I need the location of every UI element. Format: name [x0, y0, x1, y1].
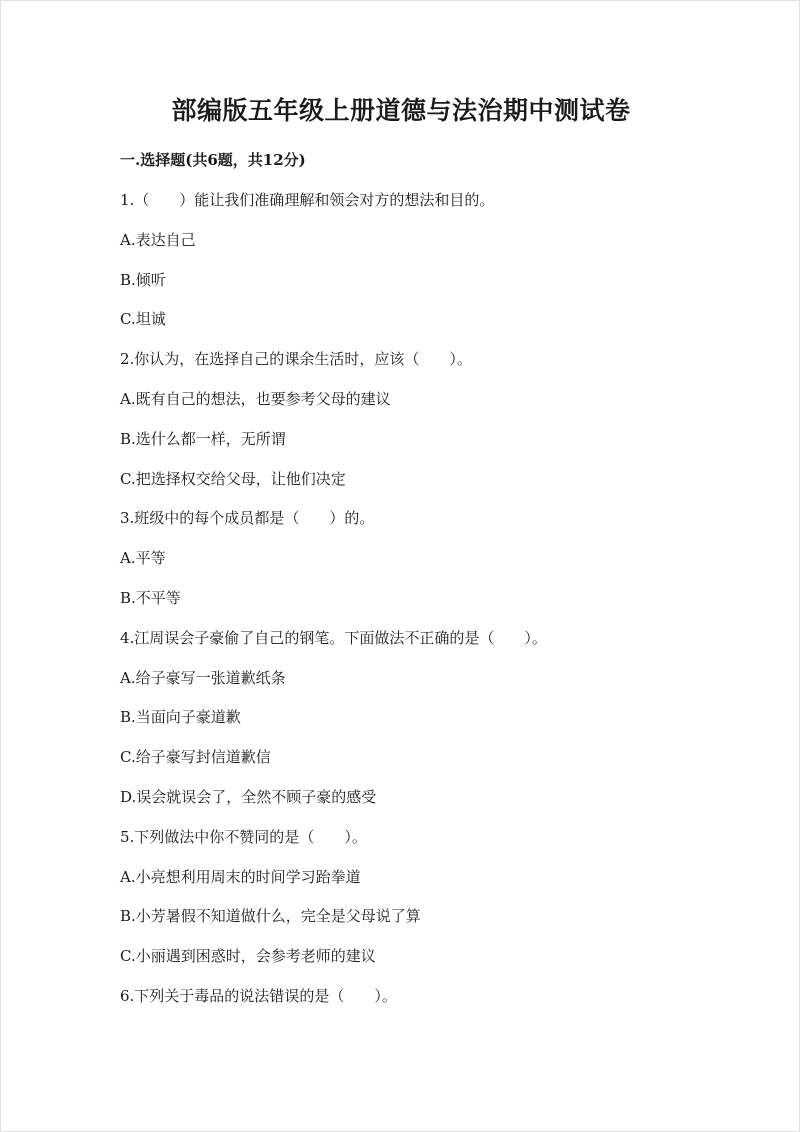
- question-3-option-a: A.平等: [120, 549, 166, 568]
- question-3-option-b: B.不平等: [120, 588, 181, 607]
- question-5: 5.下列做法中你不赞同的是（ ）。: [120, 827, 367, 846]
- page-title: 部编版五年级上册道德与法治期中测试卷: [171, 96, 631, 125]
- question-4-option-b: B.当面向子豪道歉: [120, 708, 241, 727]
- question-2: 2.你认为，在选择自己的课余生活时，应该（ ）。: [120, 350, 472, 369]
- question-4-option-c: C.给子豪写封信道歉信: [120, 748, 271, 767]
- question-1-option-b: B.倾听: [120, 270, 166, 289]
- question-1-option-a: A.表达自己: [120, 230, 196, 249]
- question-4-option-d: D.误会就误会了，全然不顾子豪的感受: [120, 787, 377, 806]
- question-1: 1.（ ）能让我们准确理解和领会对方的想法和目的。: [120, 191, 495, 209]
- question-4: 4.江周误会子豪偷了自己的钢笔。下面做法不正确的是（ ）。: [120, 628, 547, 647]
- question-2-option-c: C.把选择权交给父母，让他们决定: [120, 469, 346, 488]
- question-6: 6.下列关于毒品的说法错误的是（ ）。: [120, 986, 397, 1005]
- question-5-option-b: B.小芳暑假不知道做什么，完全是父母说了算: [120, 907, 421, 926]
- question-3: 3.班级中的每个成员都是（ ）的。: [120, 509, 375, 528]
- question-1-option-c: C.坦诚: [120, 310, 166, 329]
- question-2-option-a: A.既有自己的想法，也要参考父母的建议: [120, 389, 391, 408]
- question-4-option-a: A.给子豪写一张道歉纸条: [120, 668, 286, 687]
- question-5-option-a: A.小亮想利用周末的时间学习跆拳道: [120, 867, 361, 886]
- question-2-option-b: B.选什么都一样，无所谓: [120, 429, 286, 448]
- section-heading: 一.选择题(共6题，共12分): [120, 151, 306, 169]
- question-5-option-c: C.小丽遇到困惑时，会参考老师的建议: [120, 947, 376, 966]
- question-list: [120, 189, 760, 1025]
